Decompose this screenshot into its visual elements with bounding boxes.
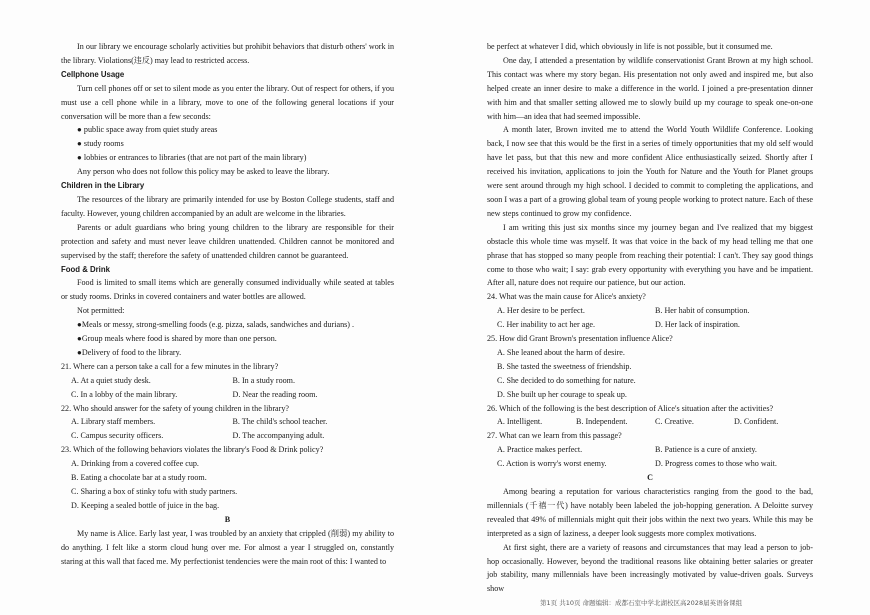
option-c: C. She decided to do something for nature.	[497, 375, 636, 385]
food-item: ●Meals or messy, strong-smelling foods (e.g. pizza, salads, sandwiches and durians) .	[77, 320, 355, 330]
option-b: B. Independent.	[576, 417, 628, 427]
option-a: A. At a quiet study desk.	[71, 375, 151, 385]
options-27	[487, 443, 813, 471]
option-b: B. Eating a chocolate bar at a study room.	[71, 473, 207, 483]
options-26	[487, 415, 813, 429]
passage-c-paragraph-2: At first sight, there are a variety of reasons and circumstances that may lead a person to job-hop occasionally. However, beyond the traditional reasons like obtaining better salaries or greater job stability, many millennials have been increasingly motivated by value-driven goals. Surveys show	[487, 542, 813, 594]
intro-paragraph: In our library we encourage scholarly activities but prohibit behaviors that disturb others' work in the library. Violations(违反) may lead to restricted access.	[61, 42, 394, 65]
question-26: 26. Which of the following is the best description of Alice's situation after the activities?	[487, 403, 774, 413]
option-a: A. Library staff members.	[71, 417, 156, 427]
food-item-text: Meals or messy, strong-smelling foods (e.g. pizza, salads, sandwiches and durians) .	[81, 320, 355, 330]
cellphone-heading: Cellphone Usage	[61, 69, 125, 79]
option-a: A. Drinking from a covered coffee cup.	[71, 459, 199, 469]
option-d: D. She built up her courage to speak up.	[497, 389, 627, 399]
bullet-item: ● public space away from quiet study areas	[77, 125, 218, 135]
options-24	[487, 304, 813, 332]
cellphone-paragraph: Turn cell phones off or set to silent mode as you enter the library. Out of respect for others, if you must use a cell phone while in a library, move to one of the following general locations if your conversation will be more than a few seconds:	[61, 83, 394, 121]
options-22	[61, 415, 394, 443]
children-paragraph-2: Parents or adult guardians who bring young children to the library are responsible for their protection and safety and must never leave children unattended. Children cannot be monitored and supervised by the staff; therefore the safety of unattended children cannot be guaranteed.	[61, 222, 394, 260]
passage-b-continued: be perfect at whatever I did, which obviously in life is not possible, but it consumed me.	[487, 42, 773, 51]
passage-b-start: My name is Alice. Early last year, I was troubled by an anxiety that crippled (削弱) my ability to do anything. I felt like a storm cloud hung over me. For almost a year I struggled on, constantly staring at this wall that faced me. My perfectionist tendencies were the main root of this: I wanted to	[61, 528, 394, 566]
children-paragraph-1: The resources of the library are primarily intended for use by Boston College students, staff and faculty. However, young children accompanied by an adult are welcome in the libraries.	[61, 194, 394, 218]
children-heading: Children in the Library	[61, 181, 145, 191]
options-23	[61, 457, 394, 513]
question-22: 22. Who should answer for the safety of young children in the library?	[61, 403, 289, 413]
option-d: D. Near the reading room.	[232, 389, 318, 399]
question-21: 21. Where can a person take a call for a few minutes in the library?	[61, 361, 279, 371]
passage-b-paragraph-2: One day, I attended a presentation by wildlife conservationist Grant Brown at my high school. This contact was where my story began. His presentation not only awed and inspired me, but also helped create an inner desire to make a difference in the world. I joined a pre-presentation dinner with him and that smaller setting allowed me to slowly build up my courage to speak one-on-one with him—an idea that had seemed impossible.	[487, 55, 813, 121]
passage-b-paragraph-3: A month later, Brown invited me to attend the World Youth Wildlife Conference. Looking back, I now see that this would be the first in a series of timely opportunities that my old self would have let pass, but that this new and more confident Alice enthusiastically seized. Shortly after I received his invitation, applications to join the Youth for Nature and the Youth for Planet groups were sent around through my high school. I decided to commit to completing the applications, and soon I was a part of a growing global team of young people working to protect nature. Each of these new steps continued to grow my confidence.	[487, 125, 813, 218]
left-column	[61, 40, 394, 568]
food-item: ●Delivery of food to the library.	[77, 347, 182, 357]
right-column	[487, 40, 813, 596]
passage-b-paragraph-4: I am writing this just six months since my journey began and I've realized that my biggest obstacle this whole time was myself. It was that voice in the back of my head telling me that one phrase that has stopped so many people from reaching their potential: I can't. They say good things come to those who wait; I say: grab every opportunity with everything you have and be impatient. After all, nature does not require our patience, but our action.	[487, 222, 813, 288]
option-c: C. Action is worry's worst enemy.	[497, 459, 607, 469]
option-a: A. Intelligent.	[497, 417, 543, 427]
option-c: C. Sharing a box of stinky tofu with study partners.	[71, 487, 238, 496]
option-d: D. The accompanying adult.	[232, 431, 325, 441]
bullet-text: lobbies or entrances to libraries (that are not part of the main library)	[83, 153, 307, 163]
option-d: D. Keeping a sealed bottle of juice in the bag.	[71, 500, 220, 510]
page-footer: 第1页 共10页 命题编辑：成都石室中学北湖校区高2028届英语备课组	[540, 599, 743, 607]
option-c: C. In a lobby of the main library.	[71, 389, 178, 399]
option-c: C. Creative.	[655, 417, 694, 427]
bullet-text: study rooms	[83, 139, 124, 149]
option-d: D. Her lack of inspiration.	[655, 320, 740, 330]
passage-c-paragraph-1: Among bearing a reputation for various characteristics ranging from the good to the bad, millennials (千禧一代) have notably been labeled the job-hopping generation. A Deloitte survey revealed that 49% of millennials might quit their jobs within the next two years. While this may be interpreted as a sign of laziness, a deeper look suggests more complex motivations.	[487, 487, 813, 538]
bullet-text: public space away from quiet study areas	[83, 125, 218, 135]
option-b: B. Her habit of consumption.	[655, 306, 750, 316]
food-item-text: Group meals where food is shared by more than one person.	[81, 334, 277, 344]
option-d: D. Confident.	[734, 417, 779, 427]
option-b: B. In a study room.	[232, 375, 295, 385]
option-b: B. The child's school teacher.	[232, 417, 328, 427]
options-21	[61, 374, 394, 402]
food-heading: Food & Drink	[61, 264, 110, 274]
cellphone-closing: Any person who does not follow this policy may be asked to leave the library.	[77, 167, 330, 177]
food-item-text: Delivery of food to the library.	[81, 347, 182, 357]
section-c-label: C	[647, 473, 653, 483]
bullet-item: ● study rooms	[77, 139, 124, 149]
section-b-label: B	[224, 514, 231, 524]
option-b: B. She tasted the sweetness of friendship.	[497, 361, 632, 371]
option-a: A. She leaned about the harm of desire.	[497, 347, 625, 357]
option-c: C. Campus security officers.	[71, 431, 164, 441]
question-23: 23. Which of the following behaviors violates the library's Food & Drink policy?	[61, 445, 324, 455]
option-b: B. Patience is a cure of anxiety.	[655, 445, 757, 455]
option-c: C. Her inability to act her age.	[497, 320, 595, 330]
option-d: D. Progress comes to those who wait.	[655, 459, 777, 469]
question-27: 27. What can we learn from this passage?	[487, 431, 622, 441]
not-permitted-label: Not permitted:	[77, 306, 125, 316]
option-a: A. Practice makes perfect.	[497, 445, 583, 455]
bullet-item: ● lobbies or entrances to libraries (that are not part of the main library)	[77, 153, 307, 163]
food-paragraph: Food is limited to small items which are generally consumed individually while seated at tables or study rooms. Drinks in covered containers and water bottles are allowed.	[61, 278, 394, 302]
question-24: 24. What was the main cause for Alice's anxiety?	[487, 292, 646, 302]
options-25	[487, 346, 813, 402]
question-25: 25. How did Grant Brown's presentation influence Alice?	[487, 334, 673, 344]
option-a: A. Her desire to be perfect.	[497, 306, 585, 316]
food-item: ●Group meals where food is shared by more than one person.	[77, 334, 277, 344]
